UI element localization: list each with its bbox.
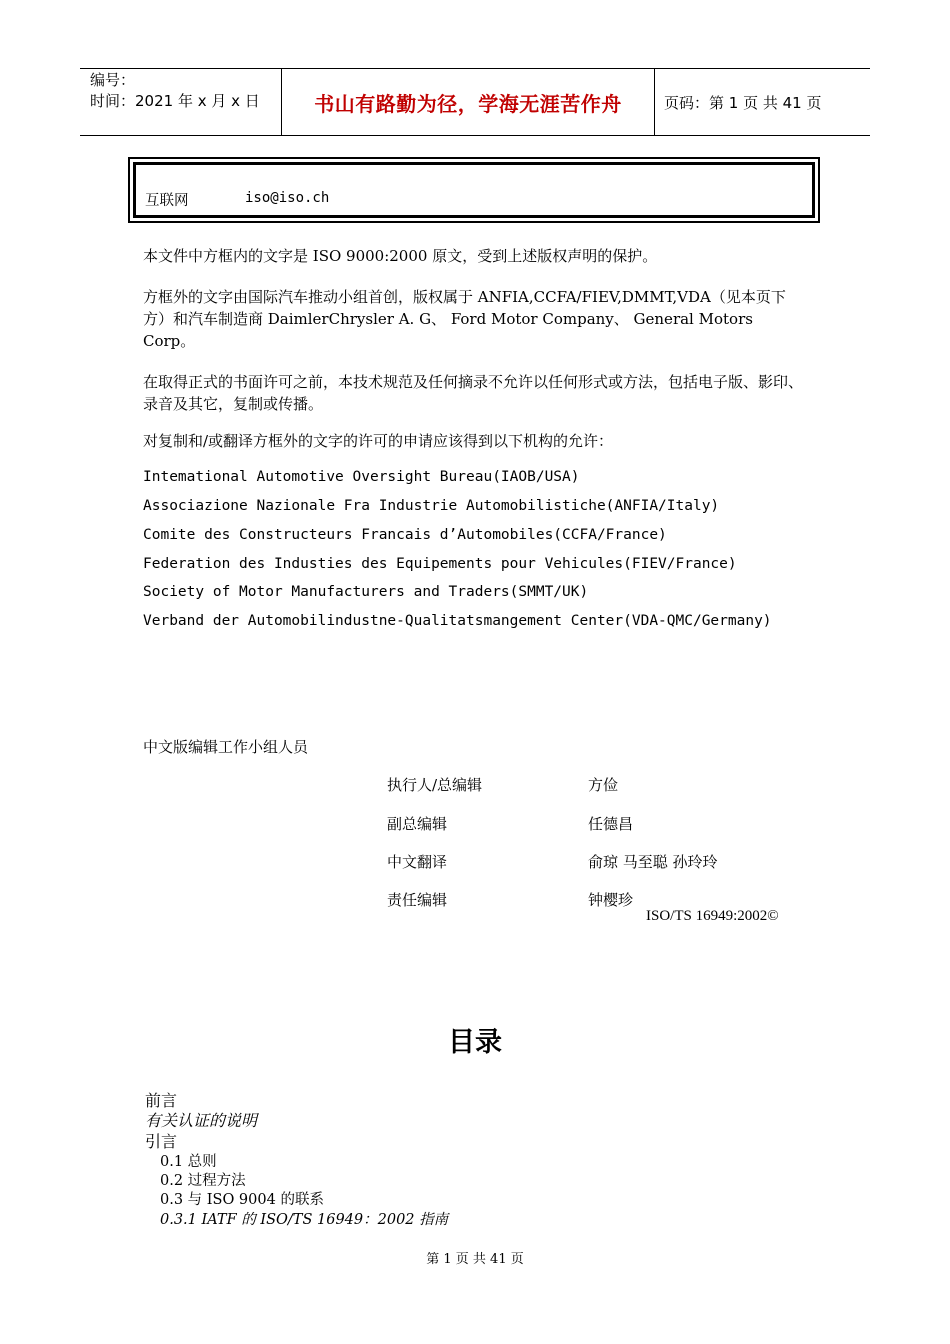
toc-item[interactable]: 有关认证的说明	[145, 1111, 258, 1130]
staff-role: 执行人/总编辑	[387, 776, 483, 794]
header-divider	[654, 68, 655, 136]
organization-item: Society of Motor Manufacturers and Traders(SMMT/UK)	[143, 584, 589, 600]
staff-names: 任德昌	[588, 815, 634, 833]
internet-label: 互联网	[145, 193, 189, 209]
staff-role: 副总编辑	[387, 815, 448, 833]
staff-names: 钟樱珍	[588, 891, 634, 909]
organization-item: Federation des Industies des Equipements pour Vehicules(FIEV/France)	[143, 556, 737, 572]
staff-heading: 中文版编辑工作小组人员	[143, 738, 309, 756]
document-number: 编号：	[90, 71, 136, 89]
staff-role: 中文翻译	[387, 853, 448, 871]
toc-item[interactable]: 引言	[145, 1132, 178, 1151]
iso-standard-mark: ISO/TS 16949:2002©	[646, 908, 779, 924]
header-motto: 书山有路勤为径，学海无涯苦作舟	[314, 91, 622, 116]
page-footer: 第 1 页 共 41 页	[426, 1252, 524, 1267]
toc-subitem[interactable]: 0.3 与 ISO 9004 的联系	[160, 1192, 324, 1208]
toc-subitem[interactable]: 0.1 总则	[160, 1154, 217, 1170]
paragraph: 方框外的文字由国际汽车推动小组首创，版权属于 ANFIA,CCFA/FIEV,DMMT,VDA（见本页下方）和汽车制造商 DaimlerChrysler A. G、 Ford Motor Company、 General Motors Corp。	[143, 288, 786, 350]
header-page-info: 页码：第 1 页 共 41 页	[664, 94, 822, 112]
toc-title: 目录	[448, 1027, 502, 1058]
paragraph: 在取得正式的书面许可之前，本技术规范及任何摘录不允许以任何形式或方法，包括电子版、影印、录音及其它，复制或传播。	[143, 373, 804, 413]
toc-item[interactable]: 前言	[145, 1091, 178, 1110]
copyright-box-inner	[133, 162, 815, 218]
toc-subitem[interactable]: 0.3.1 IATF 的 ISO/TS 16949：2002 指南	[160, 1212, 449, 1228]
organization-item: Intemational Automotive Oversight Bureau(IAOB/USA)	[143, 469, 580, 485]
organization-item: Associazione Nazionale Fra Industrie Automobilistiche(ANFIA/Italy)	[143, 498, 720, 514]
header-meta	[90, 70, 260, 112]
staff-names: 俞琼 马至聪 孙玲玲	[588, 853, 718, 871]
organization-item: Verband der Automobilindustne-Qualitatsmangement Center(VDA-QMC/Germany)	[143, 613, 772, 629]
toc-subitem[interactable]: 0.2 过程方法	[160, 1173, 246, 1189]
staff-role: 责任编辑	[387, 891, 448, 909]
document-time: 时间：2021 年 x 月 x 日	[90, 92, 260, 110]
paragraph: 本文件中方框内的文字是 ISO 9000:2000 原文，受到上述版权声明的保护。	[143, 247, 658, 265]
paragraph: 对复制和/或翻译方框外的文字的许可的申请应该得到以下机构的允许：	[143, 432, 614, 450]
internet-email: iso@iso.ch	[245, 190, 330, 206]
staff-names: 方俭	[588, 776, 619, 794]
organization-item: Comite des Constructeurs Francais d’Automobiles(CCFA/France)	[143, 527, 667, 543]
